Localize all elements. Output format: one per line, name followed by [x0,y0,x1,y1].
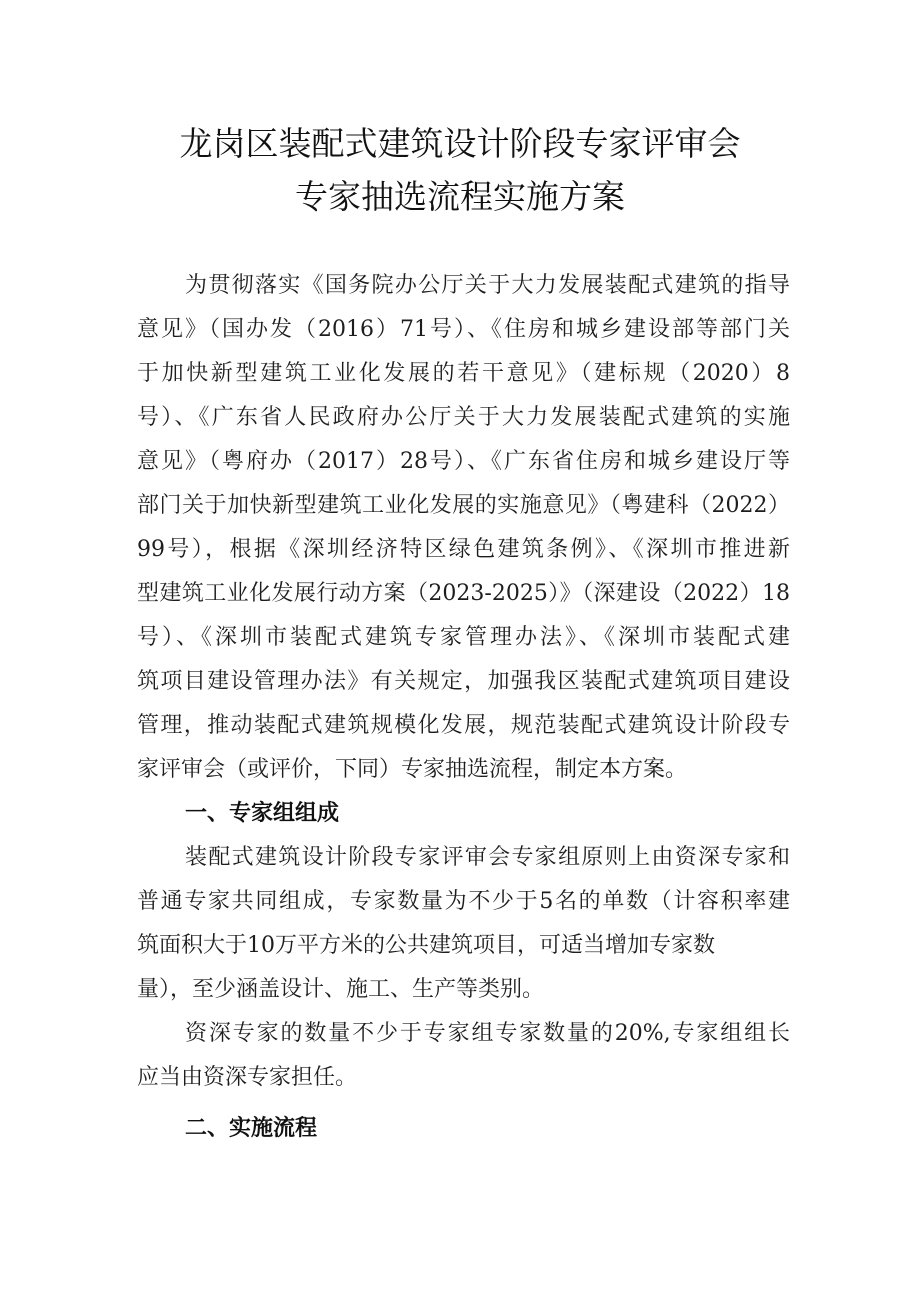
intro-line: 于加快新型建筑工业化发展的若干意见》（建标规（2020）8 [137,361,790,386]
intro-line: 99号），根据《深圳经济特区绿色建筑条例》、《深圳市推进新 [137,537,790,562]
intro-line: 号）、《深圳市装配式建筑专家管理办法》、《深圳市装配式建 [137,625,790,650]
document-title-line-1: 龙岗区装配式建筑设计阶段专家评审会 [179,124,741,163]
section-heading: 二、实施流程 [185,1116,318,1141]
intro-line: 号）、《广东省人民政府办公厅关于大力发展装配式建筑的实施 [137,405,790,430]
intro-line: 管理，推动装配式建筑规模化发展，规范装配式建筑设计阶段专 [137,713,790,738]
section-heading: 一、专家组组成 [185,801,340,826]
intro-line: 家评审会（或评价，下同）专家抽选流程，制定本方案。 [137,757,688,782]
intro-line: 筑项目建设管理办法》有关规定，加强我区装配式建筑项目建设 [137,669,790,694]
section-1-line: 普通专家共同组成，专家数量为不少于5名的单数（计容积率建 [137,889,790,914]
document-title-line-2: 专家抽选流程实施方案 [295,177,625,216]
intro-line: 意见》（国办发（2016）71号）、《住房和城乡建设部等部门关 [137,317,790,342]
intro-line: 为贯彻落实《国务院办公厅关于大力发展装配式建筑的指导 [185,273,790,298]
section-1-line: 量），至少涵盖设计、施工、生产等类别。 [137,977,545,1002]
intro-line: 型建筑工业化发展行动方案（2023-2025）》（深建设（2022）18 [137,581,790,606]
section-1-line: 资深专家的数量不少于专家组专家数量的20%,专家组组长 [185,1021,790,1046]
intro-line: 部门关于加快新型建筑工业化发展的实施意见》（粤建科（2022） [137,493,790,518]
intro-line: 意见》（粤府办（2017）28号）、《广东省住房和城乡建设厅等 [137,449,790,474]
section-1-line: 装配式建筑设计阶段专家评审会专家组原则上由资深专家和 [185,845,790,870]
section-1-line: 应当由资深专家担任。 [137,1065,358,1090]
section-1-line: 筑面积大于10万平方米的公共建筑项目，可适当增加专家数 [137,933,715,958]
